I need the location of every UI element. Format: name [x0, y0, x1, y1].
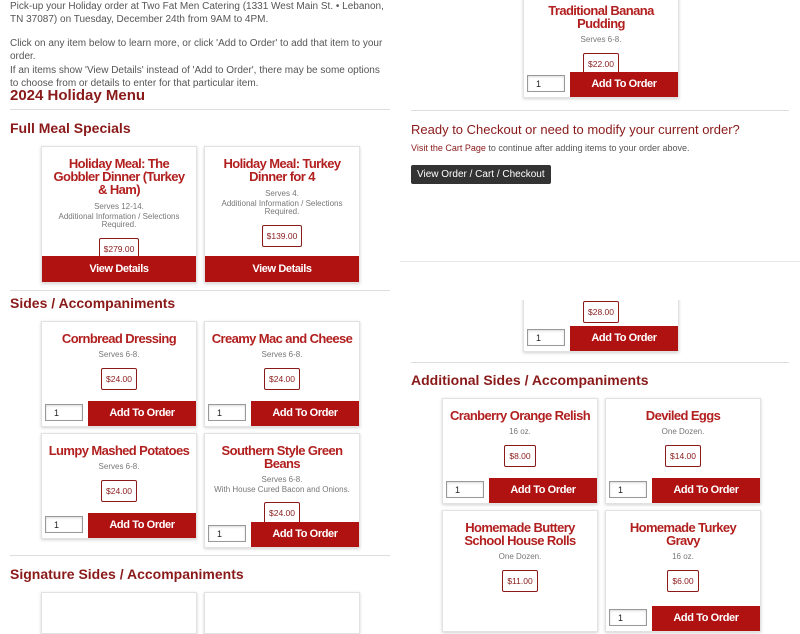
item-title[interactable]: Holiday Meal: Turkey Dinner for 4: [223, 156, 341, 184]
item-title[interactable]: Southern Style Green Beans: [221, 443, 343, 471]
price-badge: $28.00: [583, 301, 619, 323]
order-controls: [42, 401, 196, 426]
menu-card[interactable]: [204, 433, 360, 548]
checkout-question: Ready to Checkout or need to modify your current order?: [411, 122, 740, 137]
cart-page-link[interactable]: Visit the Cart Page: [411, 143, 486, 153]
menu-card[interactable]: [204, 146, 360, 283]
add-to-order-button[interactable]: Add To Order: [652, 606, 760, 631]
right-column: [400, 0, 800, 624]
add-to-order-button[interactable]: Add To Order: [251, 522, 359, 547]
price-badge: $139.00: [262, 225, 303, 247]
menu-card[interactable]: [41, 592, 197, 634]
menu-card[interactable]: [442, 398, 598, 504]
order-controls: [443, 478, 597, 503]
add-to-order-button[interactable]: Add To Order: [251, 401, 359, 426]
divider: [411, 110, 789, 111]
item-desc-extra: Additional Information / Selections Required.: [58, 211, 180, 229]
price-badge: $22.00: [583, 53, 619, 75]
left-column: [0, 0, 400, 600]
quantity-input[interactable]: 1: [446, 481, 484, 498]
menu-card[interactable]: [204, 592, 360, 634]
item-desc: Serves 4.: [265, 189, 299, 198]
item-title[interactable]: Homemade Buttery School House Rolls: [464, 520, 576, 548]
item-desc: 16 oz.: [509, 427, 531, 436]
price-badge: $6.00: [667, 570, 698, 592]
item-desc: 16 oz.: [672, 552, 694, 561]
item-desc: Serves 12-14.: [94, 202, 144, 211]
item-desc-extra: Additional Information / Selections Required.: [221, 198, 343, 216]
menu-card[interactable]: [442, 510, 598, 632]
quantity-input[interactable]: 1: [45, 404, 83, 421]
view-cart-button[interactable]: View Order / Cart / Checkout: [411, 165, 551, 184]
scroll-mask: [400, 262, 800, 300]
order-controls: [524, 326, 678, 351]
item-desc-extra: With House Cured Bacon and Onions.: [214, 484, 350, 494]
view-details-button[interactable]: View Details: [42, 256, 196, 282]
divider: [411, 362, 789, 363]
menu-card[interactable]: [523, 0, 679, 98]
quantity-input[interactable]: 1: [527, 75, 565, 92]
add-to-order-button[interactable]: Add To Order: [88, 401, 196, 426]
item-desc: One Dozen.: [661, 427, 705, 436]
item-desc: Serves 6-8.: [580, 35, 622, 44]
order-controls: [42, 513, 196, 538]
section-full-meal: Full Meal Specials: [10, 120, 131, 136]
section-additional: Additional Sides / Accompaniments: [411, 372, 649, 388]
price-badge: $11.00: [502, 570, 537, 592]
price-badge: $279.00: [99, 238, 140, 260]
order-controls: [606, 606, 760, 631]
quantity-input[interactable]: 1: [609, 609, 647, 626]
quantity-input[interactable]: 1: [45, 516, 83, 533]
item-title[interactable]: Traditional Banana Pudding: [548, 3, 654, 31]
price-badge: $14.00: [665, 445, 701, 467]
item-desc: Serves 6-8.: [98, 350, 140, 359]
menu-card[interactable]: [41, 146, 197, 283]
checkout-text-rest: to continue after adding items to your order above.: [485, 143, 690, 153]
order-controls: [524, 72, 678, 97]
menu-card[interactable]: [41, 433, 197, 539]
instructions-2: If an items show 'View Details' instead of 'Add to Order', there may be some options to choose from or details to enter for that particular item.: [10, 64, 380, 90]
quantity-input[interactable]: 1: [208, 525, 246, 542]
order-controls: [606, 478, 760, 503]
item-desc: Serves 6-8.: [98, 462, 140, 471]
divider: [10, 109, 390, 110]
item-title[interactable]: Cornbread Dressing: [61, 331, 177, 346]
price-badge: $8.00: [504, 445, 535, 467]
item-title[interactable]: Cranberry Orange Relish: [449, 408, 591, 423]
add-to-order-button[interactable]: Add To Order: [570, 326, 678, 351]
quantity-input[interactable]: 1: [208, 404, 246, 421]
price-badge: $24.00: [101, 480, 137, 502]
item-desc: Serves 6-8.: [261, 350, 303, 359]
section-signature: Signature Sides / Accompaniments: [10, 566, 244, 582]
add-to-order-button[interactable]: Add To Order: [652, 478, 760, 503]
quantity-input[interactable]: 1: [527, 329, 565, 346]
item-title[interactable]: Holiday Meal: The Gobbler Dinner (Turkey & Ham): [53, 156, 185, 197]
menu-card[interactable]: [204, 321, 360, 427]
order-controls: [205, 401, 359, 426]
divider: [10, 555, 390, 556]
menu-card[interactable]: [605, 510, 761, 632]
item-title[interactable]: Homemade Turkey Gravy: [629, 520, 737, 548]
divider: [10, 290, 390, 291]
price-badge: $24.00: [264, 368, 300, 390]
price-badge: $24.00: [264, 502, 300, 524]
quantity-input[interactable]: 1: [609, 481, 647, 498]
instructions-1: Click on any item below to learn more, or click 'Add to Order' to add that item to your order.: [10, 37, 383, 63]
order-controls: [205, 522, 359, 547]
menu-card[interactable]: [41, 321, 197, 427]
item-title[interactable]: Deviled Eggs: [645, 408, 721, 423]
checkout-text: [411, 143, 690, 153]
menu-title: 2024 Holiday Menu: [10, 87, 146, 104]
item-desc: Serves 6-8.: [261, 475, 303, 484]
item-desc: One Dozen.: [498, 552, 542, 561]
add-to-order-button[interactable]: Add To Order: [88, 513, 196, 538]
price-badge: $24.00: [101, 368, 137, 390]
add-to-order-button[interactable]: Add To Order: [570, 72, 678, 97]
menu-card[interactable]: [605, 398, 761, 504]
pickup-info: Pick-up your Holiday order at Two Fat Men Catering (1331 West Main St. • Lebanon, TN 37087) on Tuesday, December 24th from 9AM to 4PM.: [10, 1, 384, 26]
item-title[interactable]: Creamy Mac and Cheese: [211, 331, 353, 346]
view-details-button[interactable]: View Details: [205, 256, 359, 282]
item-title[interactable]: Lumpy Mashed Potatoes: [48, 443, 190, 458]
intro-text: [10, 0, 390, 97]
section-sides: Sides / Accompaniments: [10, 295, 176, 311]
add-to-order-button[interactable]: Add To Order: [489, 478, 597, 503]
